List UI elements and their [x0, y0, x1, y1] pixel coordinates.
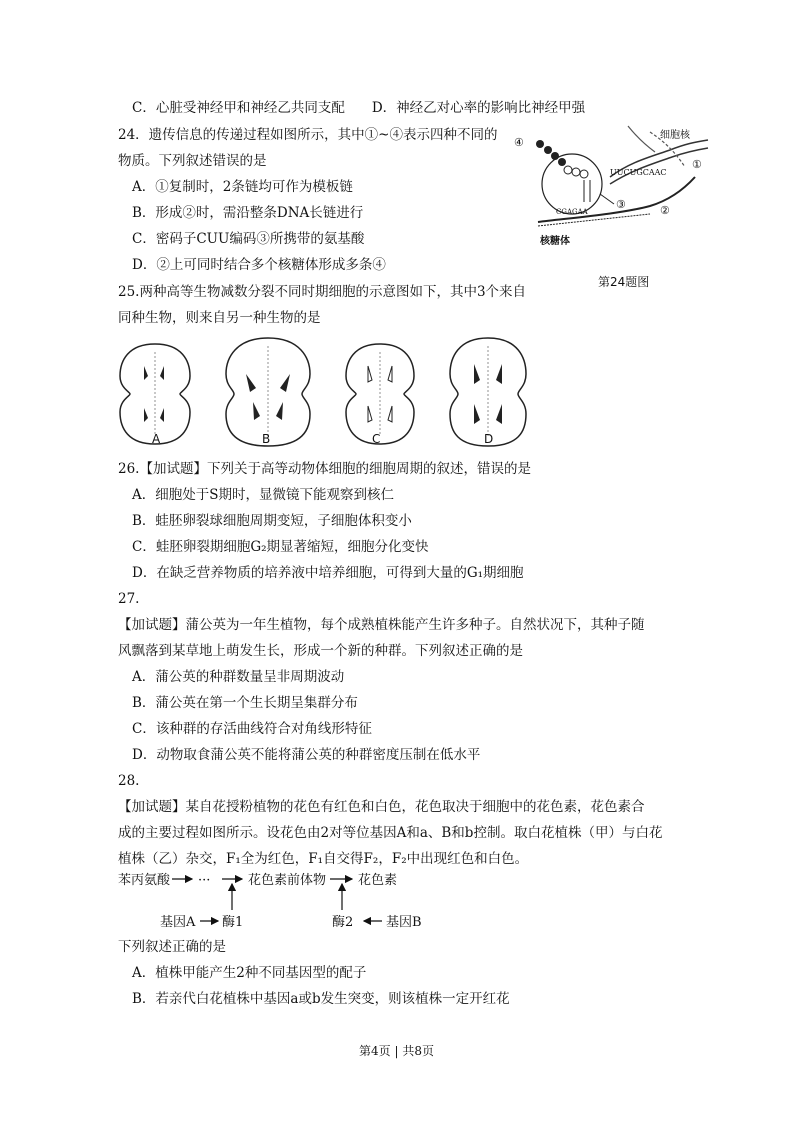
- q26-option-a: A．细胞处于S期时，显微镜下能观察到核仁: [132, 487, 394, 503]
- fig24-label-1: ①: [692, 158, 702, 171]
- q28-option-a: A．植株甲能产生2种不同基因型的配子: [132, 965, 367, 981]
- fig28-substrate: 苯丙氨酸: [118, 873, 171, 888]
- q26-stem: 26.【加试题】下列关于高等动物体细胞的细胞周期的叙述，错误的是: [118, 461, 531, 477]
- q25-stem-1: 25.两种高等生物减数分裂不同时期细胞的示意图如下，其中3个来自: [118, 284, 527, 300]
- fig24-codon-seq: CGAGAA: [556, 208, 588, 216]
- fig24-caption: 第24题图: [598, 275, 650, 289]
- fig28-gene-a: 基因A: [160, 915, 196, 930]
- q28-stem-4: 下列叙述正确的是: [118, 939, 226, 955]
- q24-stem-1: 24．遗传信息的传递过程如图所示，其中①~④表示四种不同的: [118, 127, 498, 143]
- fig25-cell-b: [226, 338, 310, 446]
- q27-number: 27.: [118, 591, 140, 607]
- q28-stem-2: 成的主要过程如图所示。设花色由2对等位基因A和a、B和b控制。取白花植株（甲）与白花: [118, 825, 663, 841]
- q27-option-a: A．蒲公英的种群数量呈非周期波动: [132, 669, 345, 685]
- q27-option-b: B．蒲公英在第一个生长期呈集群分布: [132, 695, 358, 711]
- fig25-label-b: B: [262, 432, 271, 446]
- page-footer: 第4页 | 共8页: [359, 1044, 434, 1058]
- q28-number: 28.: [118, 773, 140, 789]
- fig25-cell-c: [346, 344, 414, 444]
- q26-option-d: D．在缺乏营养物质的培养液中培养细胞，可得到大量的G₁期细胞: [132, 565, 524, 581]
- fig28-precursor: 花色素前体物: [248, 873, 327, 888]
- fig28-enzyme-2: 酶2: [332, 915, 354, 930]
- fig28-gene-b: 基因B: [386, 915, 422, 930]
- fig24-mrna-seq: UUCUGCAAC: [610, 168, 667, 177]
- q26-option-c: C．蛙胚卵裂期细胞G₂期显著缩短，细胞分化变快: [132, 539, 429, 555]
- fig25-label-a: A: [152, 432, 161, 446]
- q25-stem-2: 同种生物，则来自另一种生物的是: [118, 310, 321, 326]
- q24-option-d: D．②上可同时结合多个核糖体形成多条④: [132, 257, 386, 273]
- q28-option-b: B．若亲代白花植株中基因a或b发生突变，则该植株一定开红花: [132, 991, 510, 1007]
- q24-option-b: B．形成②时，需沿整条DNA长链进行: [132, 205, 364, 221]
- q27-option-d: D．动物取食蒲公英不能将蒲公英的种群密度压制在低水平: [132, 747, 481, 763]
- q27-stem-2: 风飘落到某草地上萌发生长，形成一个新的种群。下列叙述正确的是: [118, 643, 523, 659]
- fig24-transcription-diagram: [510, 122, 710, 262]
- fig24-label-4: ④: [514, 136, 524, 149]
- fig25-meiosis-cells: [118, 336, 538, 451]
- q23-option-cd: C．心脏受神经甲和神经乙共同支配 D．神经乙对心率的影响比神经甲强: [132, 100, 586, 116]
- q28-stem-3: 植株（乙）杂交，F₁全为红色，F₁自交得F₂，F₂中出现红色和白色。: [118, 851, 529, 867]
- q27-stem-1: 【加试题】蒲公英为一年生植物，每个成熟植株能产生许多种子。自然状况下，其种子随: [118, 617, 645, 633]
- q27-option-c: C．该种群的存活曲线符合对角线形特征: [132, 721, 372, 737]
- fig25-label-c: C: [372, 432, 381, 446]
- fig24-label-2: ②: [660, 204, 670, 217]
- fig28-product: 花色素: [358, 873, 398, 888]
- fig28-enzyme-1: 酶1: [222, 915, 244, 930]
- fig25-cell-d: [450, 338, 526, 446]
- q26-option-b: B．蛙胚卵裂球细胞周期变短，子细胞体积变小: [132, 513, 412, 529]
- fig28-dots: ···: [198, 873, 211, 888]
- fig24-ribosome-label: 核糖体: [540, 236, 570, 247]
- q24-stem-2: 物质。下列叙述错误的是: [118, 153, 267, 169]
- fig25-label-d: D: [484, 432, 494, 446]
- fig24-label-3: ③: [616, 198, 626, 211]
- q24-option-a: A．①复制时，2条链均可作为模板链: [132, 179, 353, 195]
- q28-stem-1: 【加试题】某自花授粉植物的花色有红色和白色，花色取决于细胞中的花色素，花色素合: [118, 799, 645, 815]
- fig24-nucleus-label: 细胞核: [660, 130, 690, 141]
- q24-option-c: C．密码子CUU编码③所携带的氨基酸: [132, 231, 365, 247]
- fig28-pathway-diagram: [118, 870, 428, 938]
- fig25-cell-a: [120, 344, 190, 444]
